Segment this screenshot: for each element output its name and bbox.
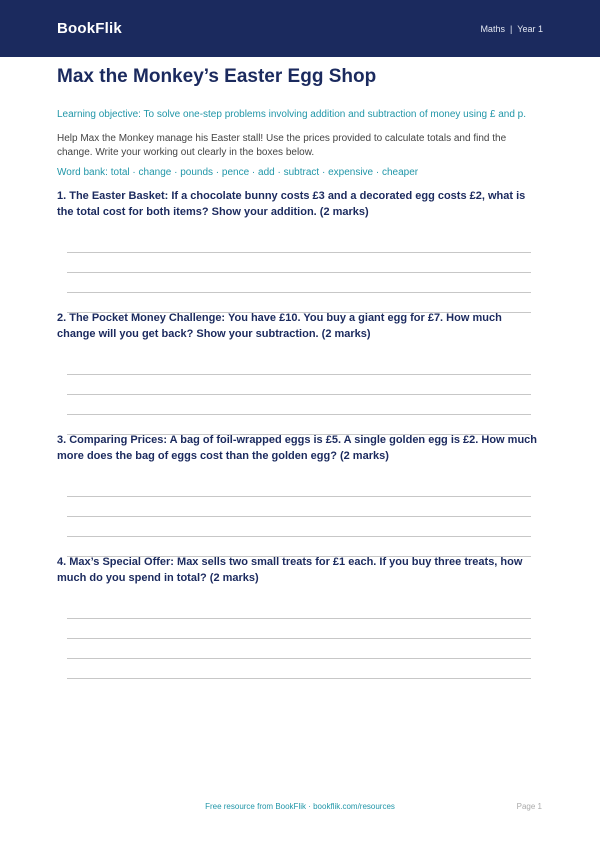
answer-line[interactable] [67,252,531,253]
breadcrumb [480,24,543,34]
answer-line[interactable] [67,496,531,497]
question-1 [57,189,543,221]
question-2 [57,311,543,343]
answer-line[interactable] [67,394,531,395]
question-3 [57,433,543,465]
word-bank: Word bank: total · change · pounds · pence · add · subtract · expensive · cheaper [57,166,419,178]
answer-line[interactable] [67,678,531,679]
page-number: Page 1 [516,802,542,811]
answer-line[interactable] [67,374,531,375]
header-bar [0,0,600,57]
question-4 [57,555,543,587]
footer-link[interactable]: Free resource from BookFlik · bookflik.com/resources [205,802,395,811]
answer-line[interactable] [67,414,531,415]
answer-line[interactable] [67,536,531,537]
learning-objective: Learning objective: To solve one-step problems involving addition and subtraction of money using £ and p. [57,108,526,120]
answer-line[interactable] [67,292,531,293]
instructions: Help Max the Monkey manage his Easter stall! Use the prices provided to calculate totals and find the change. Write your working out clearly in the boxes below. [57,132,507,159]
answer-line[interactable] [67,658,531,659]
answer-line[interactable] [67,272,531,273]
question-text: 2. The Pocket Money Challenge: You have £10. You buy a giant egg for £7. How much change will you get back? Show your subtraction. (2 marks) [57,312,502,340]
worksheet-intro [57,66,543,180]
breadcrumb-subject: Maths [480,23,505,34]
answer-area[interactable] [67,618,531,698]
question-text: 4. Max’s Special Offer: Max sells two small treats for £1 each. If you buy three treats, how much do you spend in total? (2 marks) [57,556,523,584]
answer-line[interactable] [67,618,531,619]
brand-logo: BookFlik [57,20,122,37]
page-title: Max the Monkey’s Easter Egg Shop [57,66,377,87]
question-text: 1. The Easter Basket: If a chocolate bunny costs £3 and a decorated egg costs £2, what is the total cost for both items? Show your addition. (2 marks) [57,190,526,218]
breadcrumb-separator: | [509,23,513,34]
answer-line[interactable] [67,516,531,517]
breadcrumb-year: Year 1 [517,23,543,34]
answer-line[interactable] [67,638,531,639]
question-text: 3. Comparing Prices: A bag of foil-wrapped eggs is £5. A single golden egg is £2. How much more does the bag of eggs cost than the golden egg? (2 marks) [57,434,538,462]
